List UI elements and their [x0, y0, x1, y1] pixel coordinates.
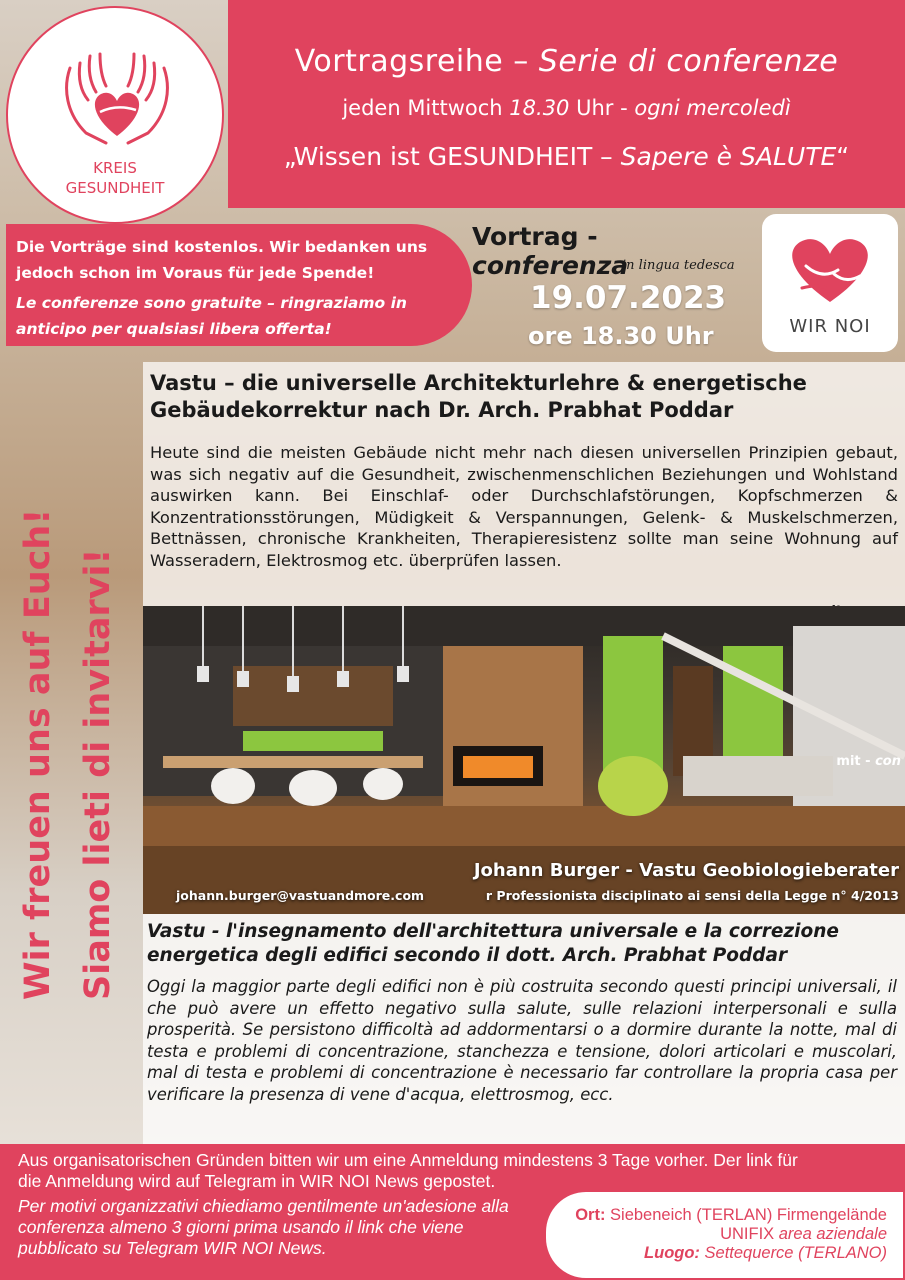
german-section: [143, 362, 905, 606]
wir-noi-label: WIR NOI: [789, 316, 871, 337]
speaker-email[interactable]: johann.burger@vastuandmore.com: [176, 888, 425, 903]
series-schedule: jeden Mittwoch 18.30 Uhr - ogni mercoledì: [342, 96, 791, 120]
german-title: Vastu – die universelle Architekturlehre & energetische Gebäudekorrektur nach Dr. Arch. Prabhat Poddar: [150, 371, 807, 422]
header-banner: [228, 0, 905, 208]
registration-de: Aus organisatorischen Gründen bitten wir um eine Anmeldung mindestens 3 Tage vorher. Der link für die Anmeldung wird auf Telegram in WIR NOI News gepostet.: [18, 1150, 798, 1191]
with-label-2: mit - con: [836, 754, 901, 769]
event-language: in lingua tedesca: [622, 258, 735, 273]
hands-heart-icon: [8, 8, 226, 158]
location-it: Luogo: Settequerce (TERLANO): [644, 1244, 887, 1262]
heart-hug-icon: [762, 214, 898, 314]
speaker-credential: r Professionista disciplinato ai sensi della Legge n° 4/2013: [485, 888, 899, 903]
registration-footer: [0, 1144, 905, 1280]
slogan-it: Siamo lieti di invitarvi!: [78, 548, 118, 1000]
wir-noi-logo: [762, 214, 898, 352]
event-label: Vortrag - conferenza: [472, 222, 629, 280]
registration-it: Per motivi organizzativi chiediamo gentilmente un'adesione alla conferenza almeno 3 giorni prima usando il link che viene pubblicato su Telegram WIR NOI News.: [18, 1196, 509, 1258]
kreis-gesundheit-logo: [6, 6, 224, 224]
speaker-name: Johann Burger - Vastu Geobiologieberater: [473, 860, 899, 881]
free-info-bubble: [6, 224, 472, 346]
free-info-it: Le conferenze sono gratuite – ringraziamo in anticipo per qualsiasi libera offerta!: [16, 294, 407, 338]
italian-body: Oggi la maggior parte degli edifici non è più costruita secondo questi principi universali, il che può avere un effetto negativo sulla salute, sulle relazioni interpersonali e sulla prosperità. Se persistono difficoltà ad addormentarsi o a dormire durante la notte, mal di testa e problemi di concentrazione, stanchezza e tensione, dolori articolari e muscolari, mal di testa e problemi di concentrazione è necessario far controllare la propria casa per verificare la presenza di vene d'acqua, elettrosmog, ecc.: [147, 977, 897, 1104]
slogan-de: Wir freuen uns auf Euch!: [18, 508, 58, 1000]
logo-text: KREIS GESUNDHEIT: [65, 159, 165, 197]
italian-section: [143, 914, 905, 1144]
german-body: Heute sind die meisten Gebäude nicht mehr nach diesen universellen Prinzipien gebaut, was sich negativ auf die Gesundheit, zwischenmenschlichen Beziehungen und Wohlstand auswirken kann. Bei Einschlaf- oder Durchschlafstörungen, Kopfschmerzen & Konzentrationsstörungen, Müdigkeit & Verspannungen, Gelenk- & Muskelschmerzen, Bettnässen, chronische Krankheiten, Therapieresistenz sollte man seine Wohnung auf Wasseradern, Elektrosmog etc. überprüfen lassen.: [150, 443, 898, 570]
free-info-de: Die Vorträge sind kostenlos. Wir bedanken uns jedoch schon im Voraus für jede Spende!: [16, 238, 428, 282]
interior-photo: [143, 606, 905, 914]
italian-title: Vastu - l'insegnamento dell'architettura universale e la correzione energetica degli edifici secondo il dott. Arch. Prabhat Poddar: [147, 921, 839, 966]
location-de: Ort: Siebeneich (TERLAN) Firmengelände UNIFIX area aziendale: [575, 1206, 887, 1243]
event-time: ore 18.30 Uhr: [528, 322, 714, 350]
event-date: 19.07.2023: [530, 280, 727, 316]
series-title: Vortragsreihe – Serie di conferenze: [294, 44, 839, 79]
location-box: [546, 1192, 903, 1278]
series-motto: „Wissen ist GESUNDHEIT – Sapere è SALUTE“: [283, 142, 850, 171]
